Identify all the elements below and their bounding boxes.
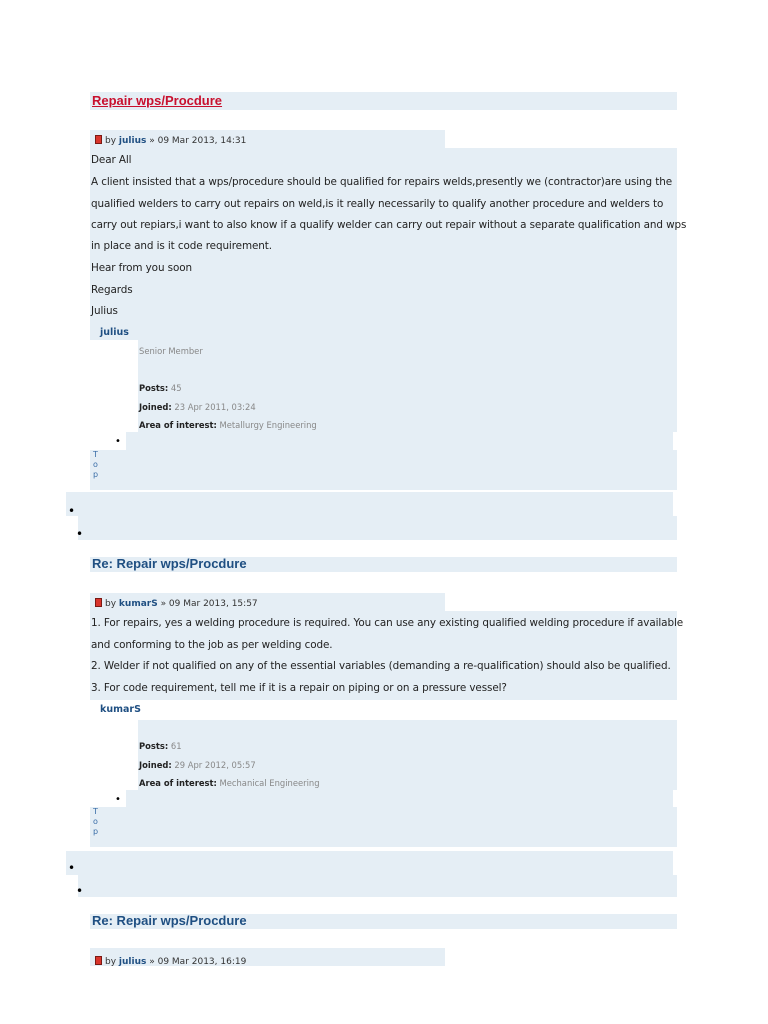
post-author-link[interactable]: julius xyxy=(118,957,147,967)
post-line: and conforming to the job as per welding code. xyxy=(91,639,333,651)
post-icon xyxy=(95,956,102,965)
post-meta: by julius » 09 Mar 2013, 16:19 xyxy=(95,956,246,967)
profile-joined: Joined: 29 Apr 2012, 05:57 xyxy=(139,760,256,770)
list-bullet: • xyxy=(68,861,76,875)
post-title-link[interactable]: Repair wps/Procdure xyxy=(92,93,223,108)
post-footer-strip xyxy=(126,432,673,450)
post-line: A client insisted that a wps/procedure should be qualified for repairs welds,presently we (contractor)are using the xyxy=(91,176,672,188)
profile-rank: Senior Member xyxy=(139,346,203,356)
post-line: qualified welders to carry out repairs on weld,is it really necessarily to qualify another procedure and welders to xyxy=(91,198,664,210)
post-line: Hear from you soon xyxy=(91,262,192,274)
list-bullet: • xyxy=(115,794,121,805)
profile-joined: Joined: 23 Apr 2011, 03:24 xyxy=(139,402,256,412)
separator-strip xyxy=(78,875,677,897)
profile-posts: Posts: 45 xyxy=(139,383,182,393)
post-meta: by julius » 09 Mar 2013, 14:31 xyxy=(95,135,246,146)
post-title-link[interactable]: Re: Repair wps/Procdure xyxy=(92,556,247,571)
post-line: in place and is it code requirement. xyxy=(91,240,272,252)
profile-posts: Posts: 61 xyxy=(139,741,182,751)
top-link-strip xyxy=(90,807,677,847)
list-bullet: • xyxy=(76,884,84,898)
post-line: 1. For repairs, yes a welding procedure is required. You can use any existing qualified welding procedure if available xyxy=(91,617,684,629)
post-footer-strip xyxy=(126,790,673,807)
profile-interest: Area of interest: Mechanical Engineering xyxy=(139,778,320,788)
post-line: Dear All xyxy=(91,154,132,166)
profile-name-link[interactable]: julius xyxy=(100,327,129,338)
profile-panel xyxy=(138,340,677,432)
post-line: Regards xyxy=(91,284,133,296)
post-icon xyxy=(95,598,102,607)
post-author-link[interactable]: kumarS xyxy=(118,599,158,609)
list-bullet: • xyxy=(68,504,76,518)
list-bullet: • xyxy=(115,436,121,447)
list-bullet: • xyxy=(76,527,84,541)
back-to-top-link[interactable]: T o p xyxy=(93,807,99,836)
post-line: 2. Welder if not qualified on any of the essential variables (demanding a re-qualification) should also be qualified. xyxy=(91,660,671,672)
profile-name-link[interactable]: kumarS xyxy=(100,704,141,715)
post-line: carry out repiars,i want to also know if a qualify welder can carry out repair without a separate qualification and wps xyxy=(91,219,687,231)
post-title-link[interactable]: Re: Repair wps/Procdure xyxy=(92,913,247,928)
post-line: Julius xyxy=(91,305,118,317)
post-meta: by kumarS » 09 Mar 2013, 15:57 xyxy=(95,598,258,609)
post-author-link[interactable]: julius xyxy=(118,136,147,146)
separator-strip xyxy=(78,516,677,540)
post-line: 3. For code requirement, tell me if it is a repair on piping or on a pressure vessel? xyxy=(91,682,507,694)
top-link-strip xyxy=(90,450,677,490)
separator-strip xyxy=(66,492,673,516)
profile-interest: Area of interest: Metallurgy Engineering xyxy=(139,420,317,430)
post-icon xyxy=(95,135,102,144)
back-to-top-link[interactable]: T o p xyxy=(93,450,99,479)
separator-strip xyxy=(66,851,673,875)
